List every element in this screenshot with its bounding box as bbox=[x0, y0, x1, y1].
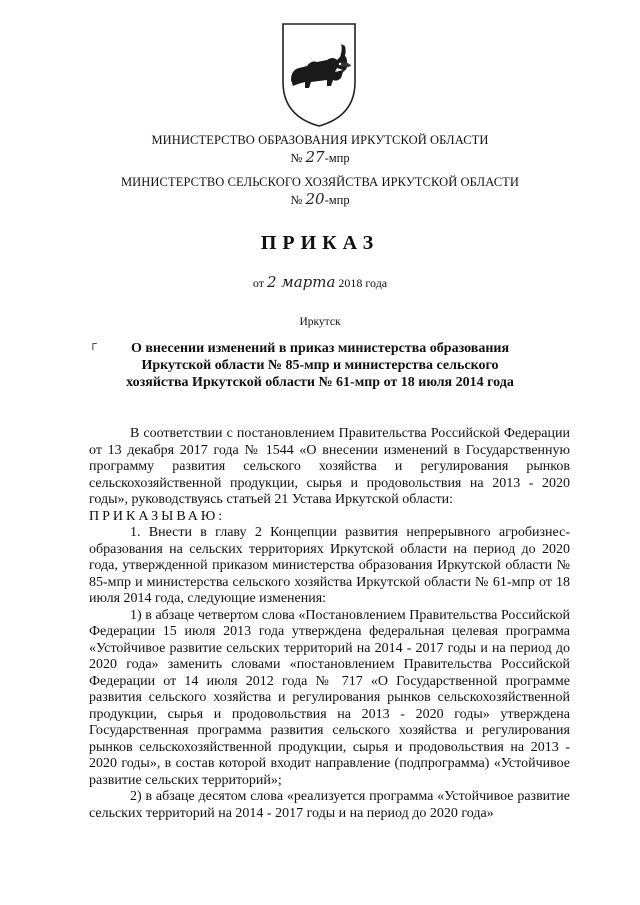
number-sign: № bbox=[290, 151, 303, 165]
document-subject: О внесении изменений в приказ министерства образования Иркутской области № 85-мпр и министерства сельского хозяйства Иркутской области № 61-мпр от 18 июля 2014 года bbox=[126, 341, 514, 390]
item-1-1-paragraph: 1) в абзаце четвертом слова «Постановлением Правительства Российской Федерации 15 июля 2013 года утверждена федеральная целевая программа «Устойчивое развитие сельских территорий на 2014 - 2017 годы и на период до 2020 года» заменить словами «постановлением Правительства Российской Федерации от 14 июля 2012 года № 717 «О Государственной программе развития сельского хозяйства и регулирования рынков сельскохозяйственной продукции, сырья и продовольствия на 2013 - 2020 годы» утверждена Государственная программа развития сельского хозяйства и регулирования рынков сельскохозяйственной продукции, сырья и продовольствия на 2013 - 2020 годы», в состав которой входит направление (подпрограмма) «Устойчивое развитие сельских территорий»; bbox=[89, 607, 570, 788]
ministry-education-name: МИНИСТЕРСТВО ОБРАЗОВАНИЯ ИРКУТСКОЙ ОБЛАСТИ bbox=[151, 133, 489, 147]
coat-of-arms-icon bbox=[277, 20, 361, 130]
document-date bbox=[0, 273, 640, 291]
item-1-2-paragraph: 2) в абзаце десятом слова «реализуется программа «Устойчивое развитие сельских территорий на 2014 - 2017 годы и на период до 2020 года» bbox=[89, 789, 570, 821]
number-sign: № bbox=[290, 193, 303, 207]
handwritten-number: 27 bbox=[305, 148, 325, 166]
handwritten-date: 2 марта bbox=[266, 273, 336, 291]
order-word: ПРИКАЗЫВАЮ: bbox=[89, 508, 226, 524]
document-body bbox=[89, 426, 570, 822]
ministry-education-number bbox=[0, 148, 640, 166]
city-name: Иркутск bbox=[299, 316, 341, 328]
ministry-agriculture-name: МИНИСТЕРСТВО СЕЛЬСКОГО ХОЗЯЙСТВА ИРКУТСКОЙ ОБЛАСТИ bbox=[120, 175, 520, 189]
corner-mark: ┌ bbox=[89, 338, 97, 350]
ministry-agriculture-number bbox=[0, 190, 640, 208]
number-suffix: -мпр bbox=[324, 151, 350, 165]
number-suffix: -мпр bbox=[324, 193, 350, 207]
document-type-title: ПРИКАЗ bbox=[260, 232, 380, 254]
date-year: 2018 года bbox=[338, 276, 388, 290]
item-1-paragraph: 1. Внести в главу 2 Концепции развития непрерывного агробизнес-образования на сельских территориях Иркутской области на период до 2020 года, утвержденной приказом министерства образования Иркутской области № 85-мпр и министерства сельского хозяйства Иркутской области № 61-мпр от 18 июля 2014 года, следующие изменения: bbox=[89, 525, 570, 606]
handwritten-number: 20 bbox=[305, 190, 325, 208]
date-prefix: от bbox=[252, 276, 264, 290]
preamble-paragraph: В соответствии с постановлением Правительства Российской Федерации от 13 декабря 2017 года № 1544 «О внесении изменений в Государственную программу развития сельского хозяйства и регулирования рынков сельскохозяйственной продукции, сырья и продовольствия на 2013 - 2020 годы», руководствуясь статьей 21 Устава Иркутской области: bbox=[89, 426, 570, 507]
